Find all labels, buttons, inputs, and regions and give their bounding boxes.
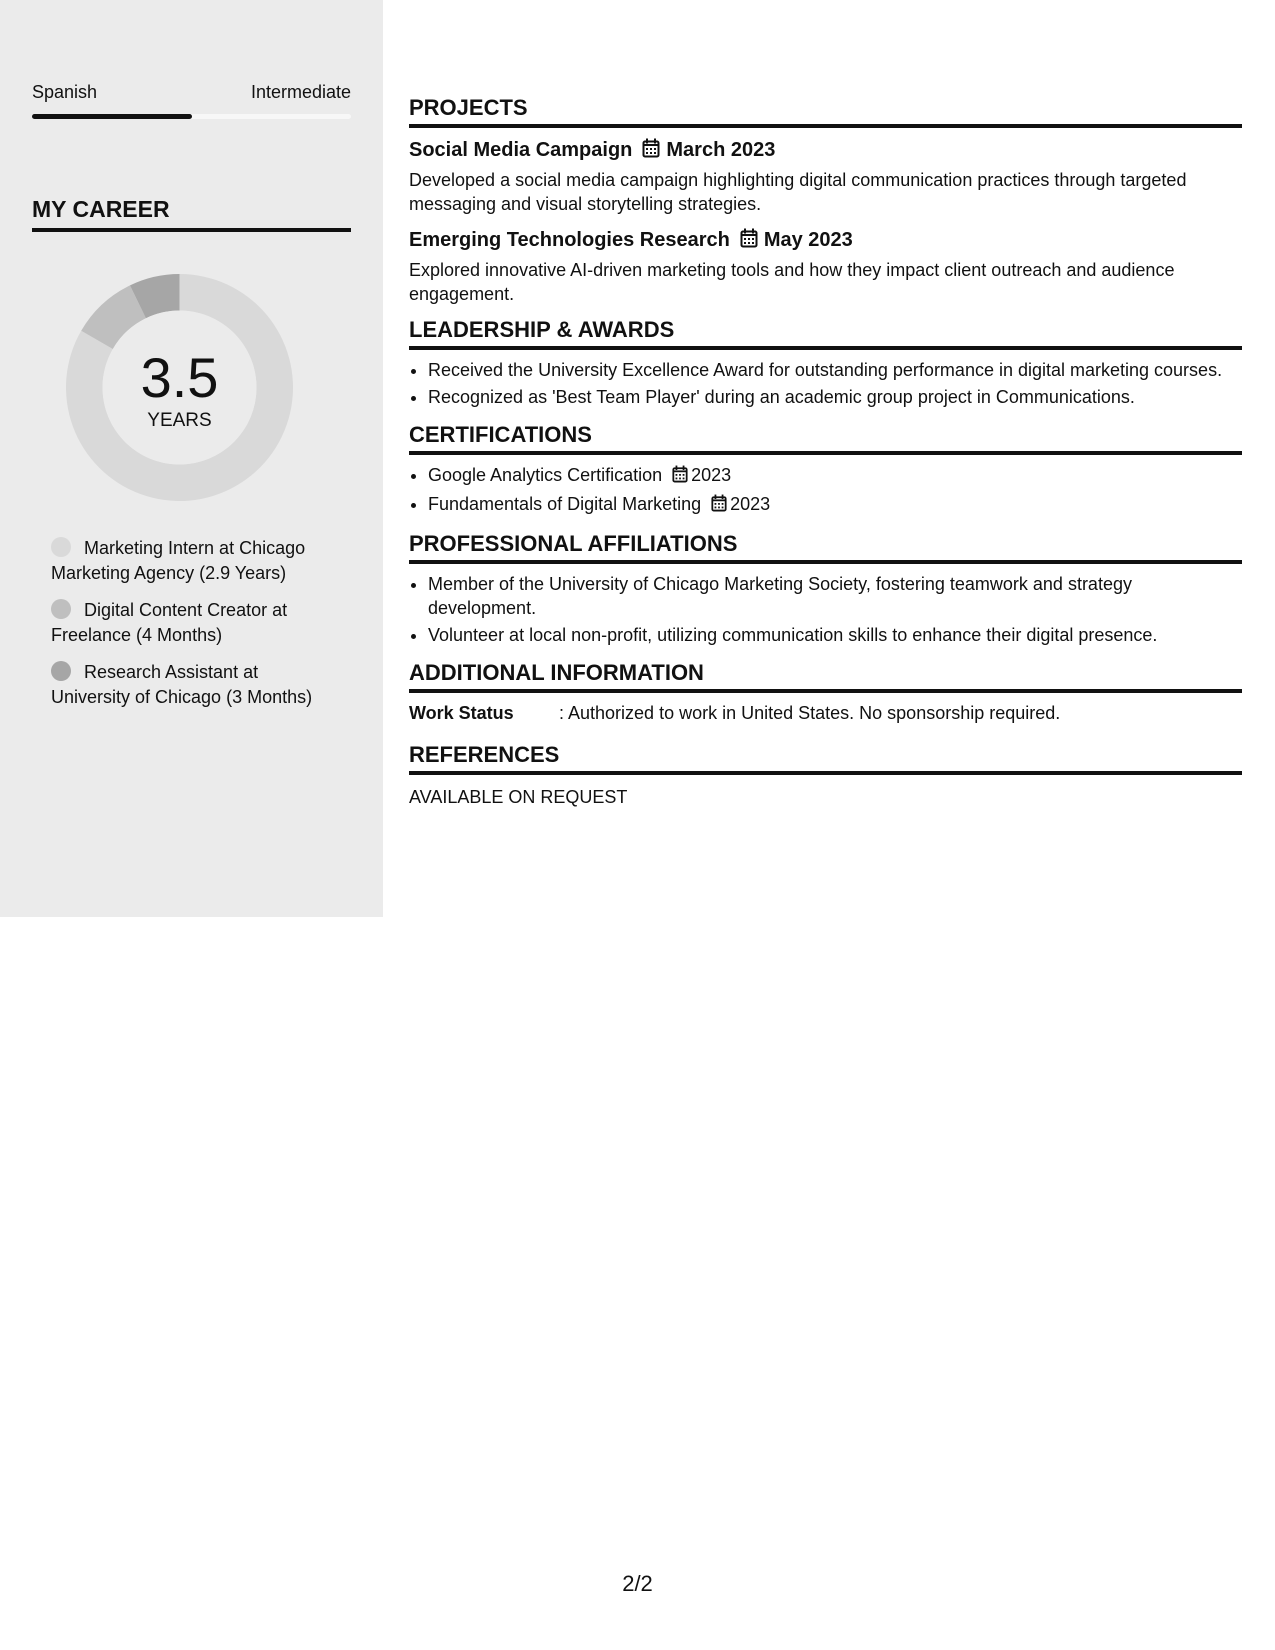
career-item-line1: Digital Content Creator at <box>84 600 288 620</box>
language-proficiency-bar <box>32 114 351 119</box>
leadership-list <box>409 358 1242 409</box>
project-heading <box>409 226 1242 256</box>
references-text: AVAILABLE ON REQUEST <box>409 787 628 807</box>
additional-info-title: ADDITIONAL INFORMATION <box>409 659 1242 693</box>
list-item: • Volunteer at local non-profit, utilizing communication skills to enhance their digital presence. <box>428 623 1242 647</box>
work-status-label: Work Status <box>409 703 514 723</box>
career-item <box>51 536 351 586</box>
certification-year: 2023 <box>691 465 732 485</box>
calendar-icon <box>740 228 758 256</box>
list-item: • Recognized as 'Best Team Player' during an academic group project in Communications. <box>428 385 1242 409</box>
work-status-value: : Authorized to work in United States. No sponsorship required. <box>559 703 1061 723</box>
page-number: 2/2 <box>622 1571 653 1596</box>
donut-center <box>66 274 293 501</box>
list-item: • Member of the University of Chicago Marketing Society, fostering teamwork and strategy development. <box>428 572 1242 620</box>
leadership-section <box>409 316 1242 409</box>
leadership-title: LEADERSHIP & AWARDS <box>409 316 1242 350</box>
certifications-section <box>409 421 1242 518</box>
project-name: Emerging Technologies Research <box>409 229 730 251</box>
list-item: • Received the University Excellence Award for outstanding performance in digital marketing courses. <box>428 358 1242 382</box>
calendar-icon <box>711 494 727 518</box>
affiliations-section <box>409 530 1242 647</box>
affiliations-title: PROFESSIONAL AFFILIATIONS <box>409 530 1242 564</box>
total-years-label: YEARS <box>147 410 212 431</box>
career-dot-icon <box>51 599 71 619</box>
career-item-line1: Marketing Intern at Chicago <box>84 538 306 558</box>
projects-section <box>409 94 1242 306</box>
project-date: May 2023 <box>763 229 853 251</box>
main-content <box>409 94 1242 809</box>
calendar-icon <box>642 138 660 166</box>
certification-name: Google Analytics Certification <box>428 465 663 485</box>
language-name: Spanish <box>32 82 98 102</box>
calendar-icon <box>672 465 688 489</box>
project-description: Explored innovative AI-driven marketing tools and how they impact client outreach and audience engagement. <box>409 260 1175 304</box>
language-proficiency-fill <box>32 114 192 119</box>
career-legend <box>51 536 351 722</box>
career-item <box>51 660 351 710</box>
projects-title: PROJECTS <box>409 94 1242 128</box>
project-description: Developed a social media campaign highlighting digital communication practices through targeted messaging and visual storytelling strategies. <box>409 170 1187 214</box>
project-date: March 2023 <box>666 139 776 161</box>
career-item-line1: Research Assistant at <box>84 662 259 682</box>
language-level: Intermediate <box>250 82 351 102</box>
affiliations-list <box>409 572 1242 647</box>
project-heading <box>409 136 1242 166</box>
references-section <box>409 741 1242 809</box>
career-dot-icon <box>51 661 71 681</box>
career-item-line2: Marketing Agency (2.9 Years) <box>51 563 287 583</box>
language-row <box>32 82 351 104</box>
references-title: REFERENCES <box>409 741 1242 775</box>
additional-info-section <box>409 659 1242 725</box>
list-item <box>428 492 1242 518</box>
career-dot-icon <box>51 537 71 557</box>
sidebar <box>0 0 383 917</box>
certification-year: 2023 <box>730 494 771 514</box>
certifications-list <box>409 463 1242 518</box>
career-item-line2: Freelance (4 Months) <box>51 625 223 645</box>
certifications-title: CERTIFICATIONS <box>409 421 1242 455</box>
project-name: Social Media Campaign <box>409 139 633 161</box>
list-item <box>428 463 1242 489</box>
certification-name: Fundamentals of Digital Marketing <box>428 494 702 514</box>
career-heading: MY CAREER <box>32 196 351 232</box>
work-status-row <box>409 701 1242 725</box>
total-years-value: 3.5 <box>140 346 219 409</box>
career-item-line2: University of Chicago (3 Months) <box>51 687 313 707</box>
career-item <box>51 598 351 648</box>
